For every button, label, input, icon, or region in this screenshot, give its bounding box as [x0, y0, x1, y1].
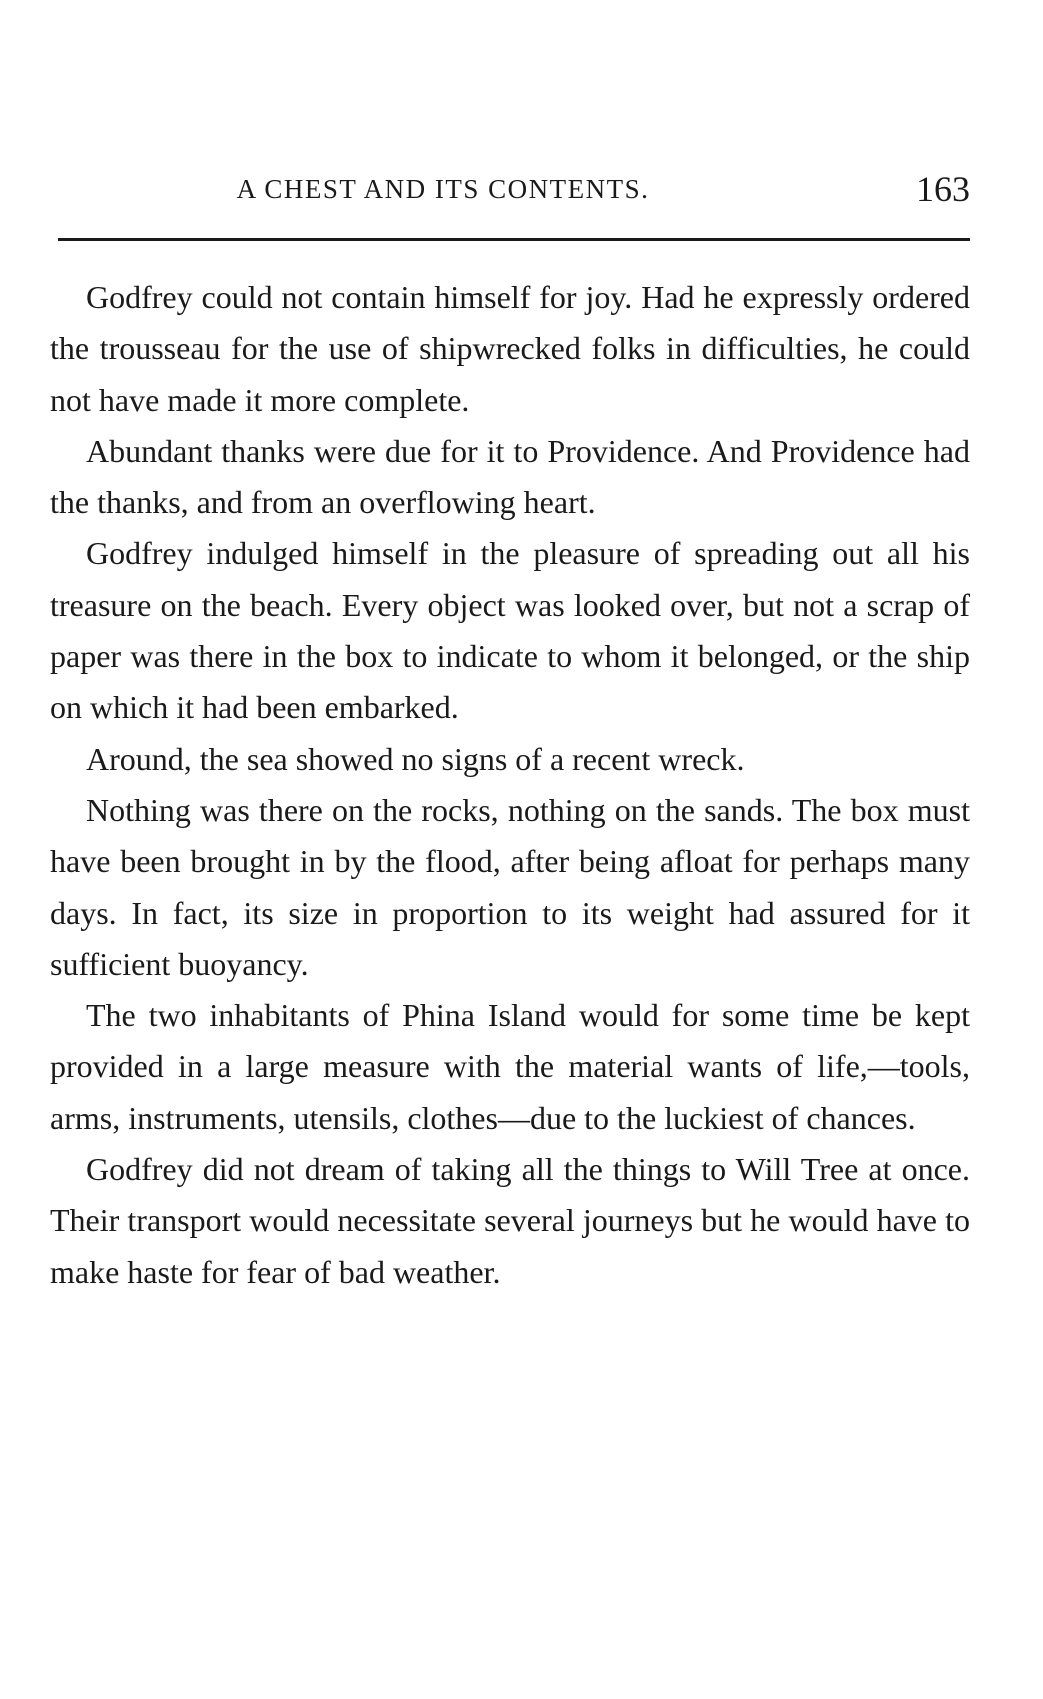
running-title: A CHEST AND ITS CONTENTS. — [236, 174, 650, 204]
paragraph: Abundant thanks were due for it to Providence. And Providence had the thanks, and from an overflowing heart. — [50, 432, 970, 521]
running-head — [58, 168, 970, 212]
paragraph: Godfrey indulged himself in the pleasure of spreading out all his treasure on the beach. Every object was looked over, but not a scrap of paper was there in the box to indicate to whom it belonged, or the ship on which it had been embarked. — [50, 535, 970, 726]
paragraph: The two inhabitants of Phina Island would for some time be kept provided in a large measure with the material wants of life,—tools, arms, instruments, utensils, clothes—due to the luckiest of chances. — [50, 997, 970, 1136]
paragraph: Nothing was there on the rocks, nothing on the sands. The box must have been brought in by the flood, after being afloat for perhaps many days. In fact, its size in proportion to its weight had assured for it sufficient buoyancy. — [50, 791, 970, 982]
paragraph: Godfrey could not contain himself for joy. Had he expressly ordered the trousseau for the use of shipwrecked folks in difficulties, he could not have made it more complete. — [50, 279, 970, 418]
page-number: 163 — [916, 169, 970, 209]
header-rule — [58, 238, 970, 241]
paragraph: Godfrey did not dream of taking all the things to Will Tree at once. Their transport would necessitate several journeys but he would have to make haste for fear of bad weather. — [50, 1151, 970, 1290]
body-text — [50, 272, 970, 1298]
paragraph: Around, the sea showed no signs of a recent wreck. — [86, 740, 745, 777]
